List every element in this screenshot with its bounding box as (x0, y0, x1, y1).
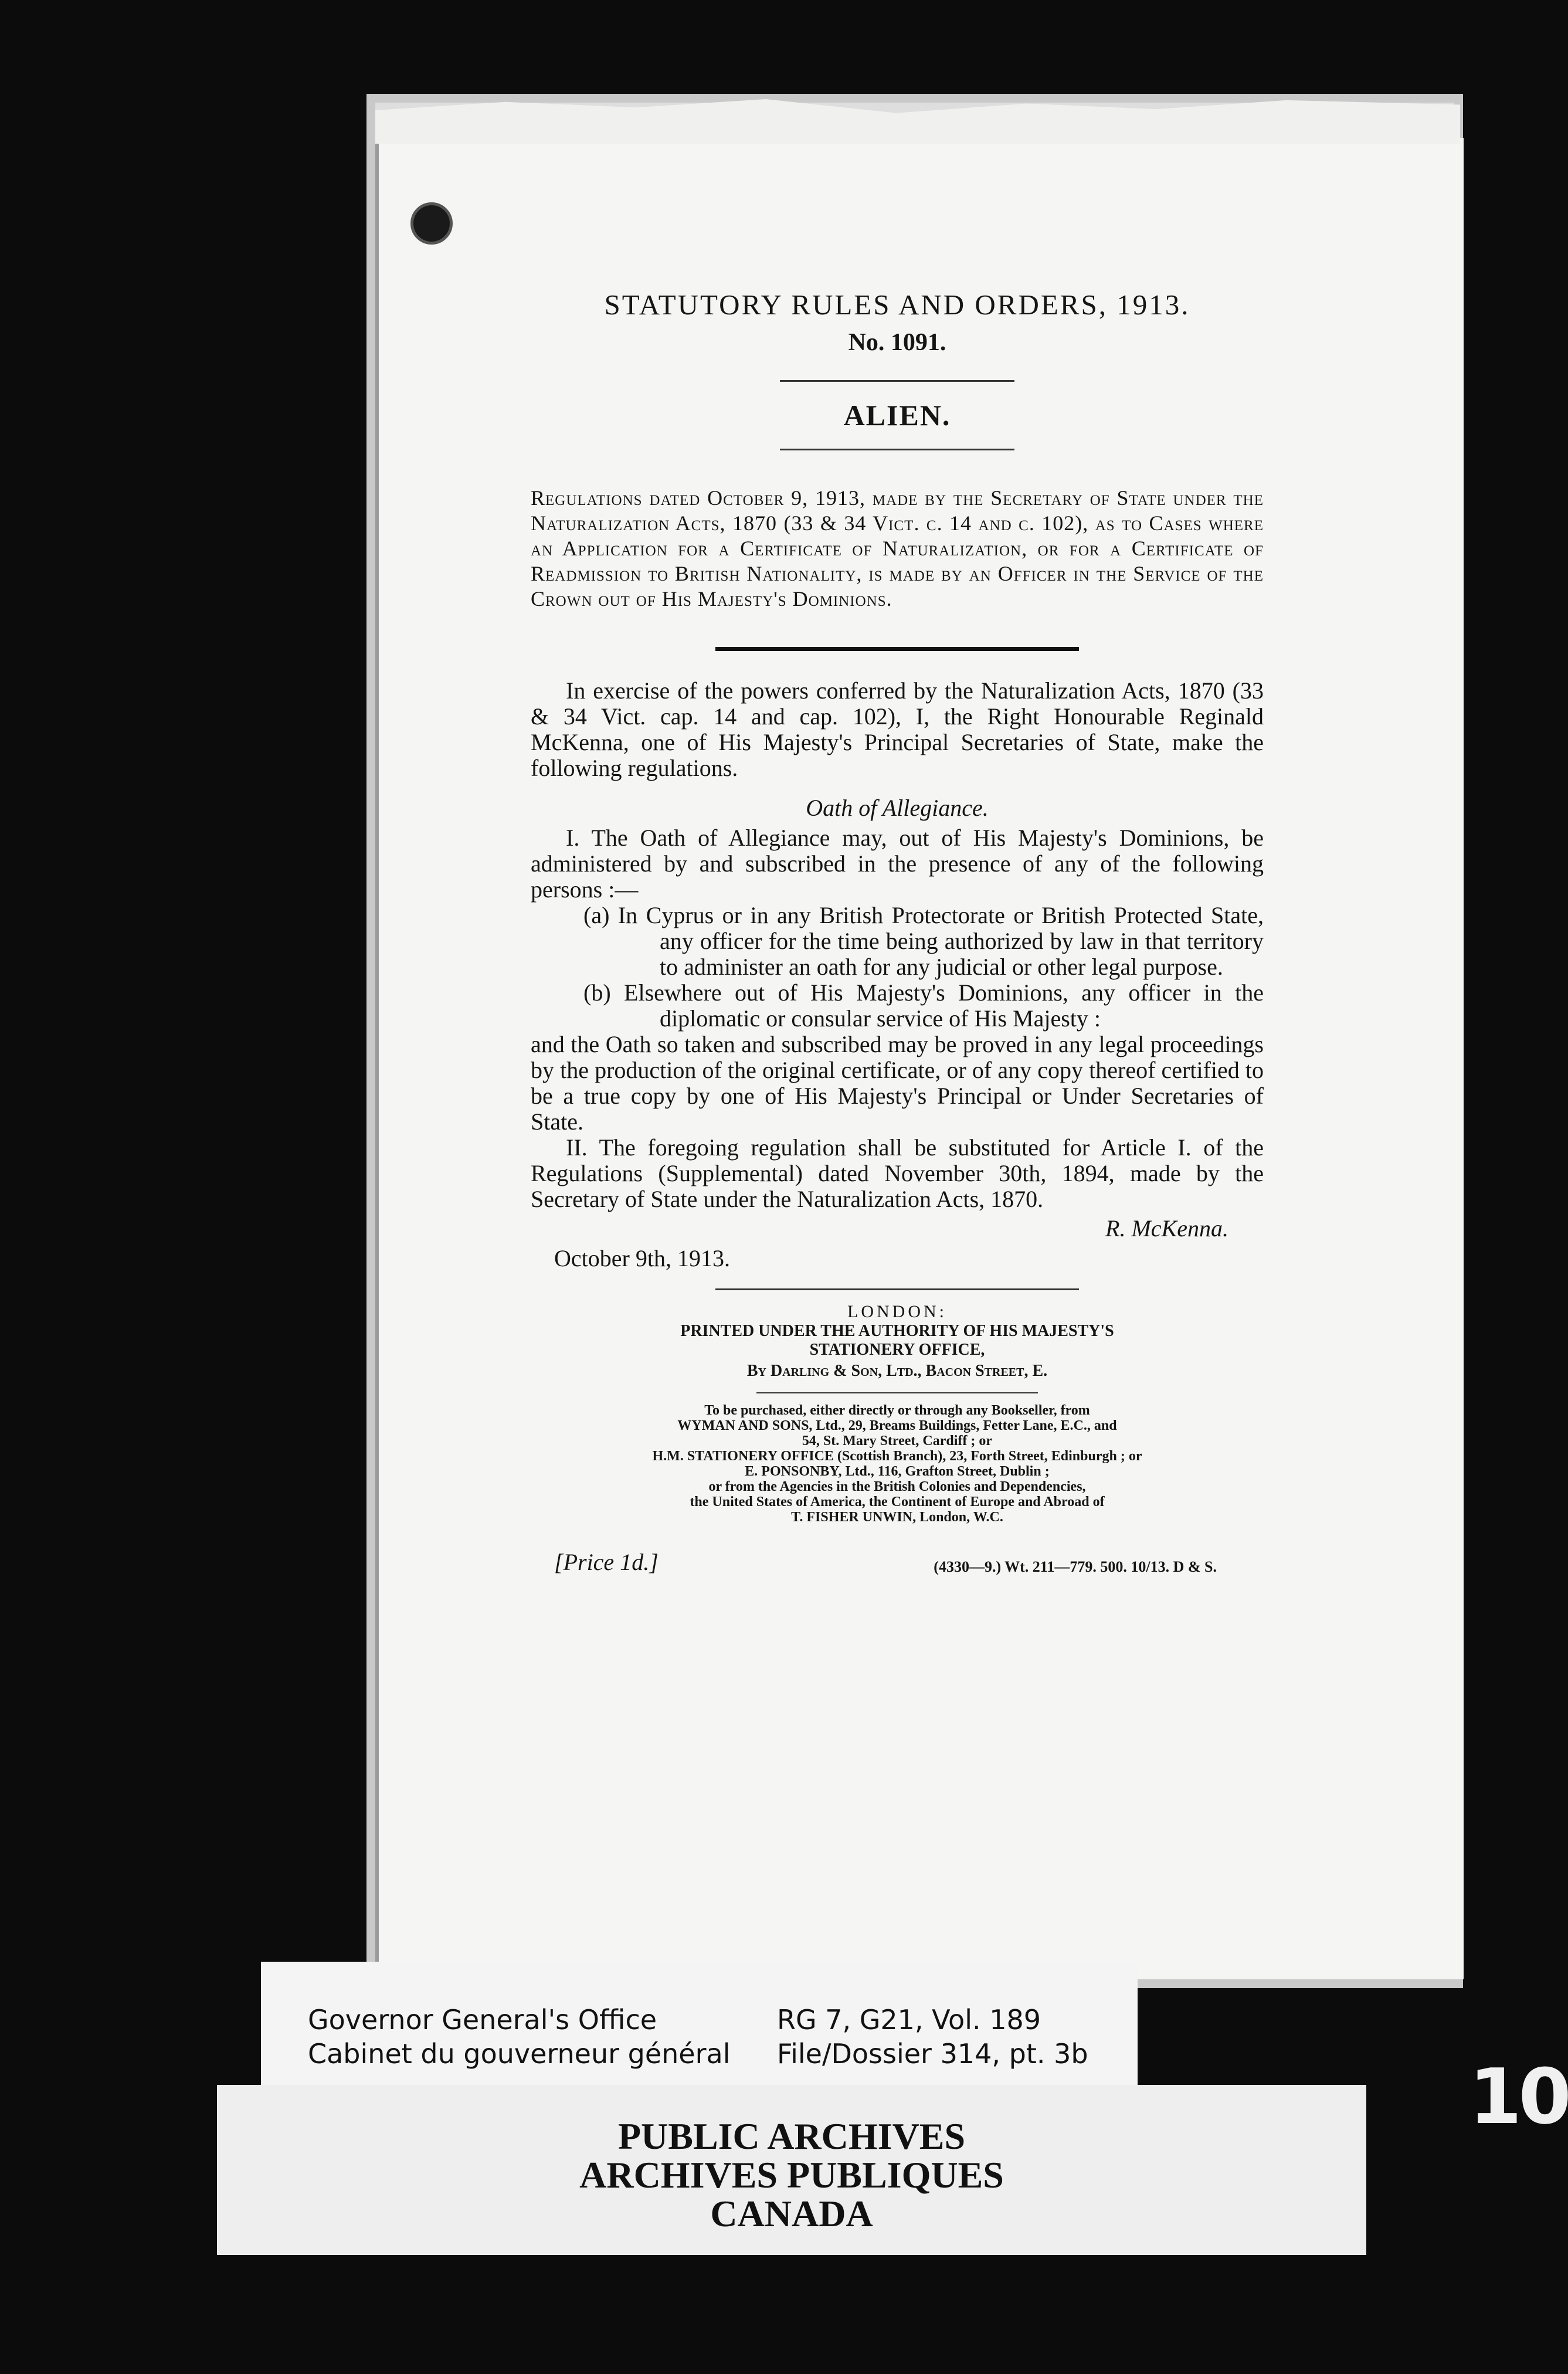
document-date: October 9th, 1913. (554, 1245, 730, 1271)
purchase-line: H.M. STATIONERY OFFICE (Scottish Branch), 23, Forth Street, Edinburgh ; or (652, 1449, 1142, 1464)
file-number: File/Dossier 314, pt. 3b (777, 2038, 1088, 2070)
archives-stamp (217, 2085, 1366, 2255)
punch-hole (410, 202, 453, 245)
archives-line: CANADA (710, 2193, 873, 2234)
divider (715, 1288, 1079, 1290)
signature: R. McKenna. (1105, 1215, 1228, 1242)
archives-line: ARCHIVES PUBLIQUES (579, 2154, 1004, 2196)
document-title: STATUTORY RULES AND ORDERS, 1913. (604, 289, 1190, 321)
purchase-line: the United States of America, the Continent of Europe and Abroad of (690, 1494, 1105, 1510)
document-content (531, 287, 1264, 1576)
publisher-line: PRINTED UNDER THE AUTHORITY OF HIS MAJESTY'S (680, 1322, 1114, 1340)
publisher-line: STATIONERY OFFICE, (809, 1341, 985, 1359)
purchase-info (531, 1403, 1264, 1525)
divider (756, 1392, 1038, 1393)
publisher-city: LONDON: (847, 1302, 947, 1321)
office-english: Governor General's Office (308, 2004, 657, 2036)
footer-line (531, 1548, 1264, 1576)
office-french: Cabinet du gouverneur général (308, 2038, 731, 2070)
clause-1-continuation: and the Oath so taken and subscribed may be proved in any legal proceedings by the production of the original certificate, or of any copy thereof certified to be a true copy by one of His Majesty's Principal or Under Secretaries of State. (531, 1031, 1264, 1135)
purchase-line: 54, St. Mary Street, Cardiff ; or (802, 1433, 993, 1449)
divider (780, 380, 1014, 382)
price: [Price 1d.] (554, 1549, 659, 1575)
purchase-line: To be purchased, either directly or through any Bookseller, from (704, 1403, 1090, 1418)
reference-column (777, 2003, 1088, 2071)
office-column (308, 2003, 730, 2071)
clause-2: II. The foregoing regulation shall be substituted for Article I. of the Regulations (Supplemental) dated November 30th, 1894, made by the Secretary of State under the Naturalization Acts, 1870. (531, 1134, 1264, 1212)
purchase-line: T. FISHER UNWIN, London, W.C. (791, 1510, 1003, 1525)
frame-number: 10 (1469, 2052, 1568, 2141)
thick-divider (715, 647, 1079, 651)
record-group: RG 7, G21, Vol. 189 (777, 2004, 1041, 2036)
print-code: (4330—9.) Wt. 211—779. 500. 10/13. D & S. (934, 1558, 1217, 1575)
clause-item-b: (b) Elsewhere out of His Majesty's Dominions, any officer in the diplomatic or consular service of His Majesty : (583, 979, 1264, 1032)
publisher-block (531, 1302, 1264, 1383)
publisher-line: By Darling & Son, Ltd., Bacon Street, E. (746, 1362, 1048, 1380)
intro-paragraph: In exercise of the powers conferred by the Naturalization Acts, 1870 (33 & 34 Vict. cap. 14 and cap. 102), I, the Right Honourable Reginald McKenna, one of His Majesty's Principal Secretaries of State, make the following regulations. (531, 677, 1264, 781)
clause-1: I. The Oath of Allegiance may, out of His Majesty's Dominions, be administered by and subscribed in the presence of any of the following persons :— (531, 825, 1264, 903)
purchase-line: WYMAN AND SONS, Ltd., 29, Breams Buildings, Fetter Lane, E.C., and (677, 1418, 1117, 1433)
document-heading: ALIEN. (843, 399, 951, 432)
archive-reference-card (261, 1962, 1138, 2102)
preamble: Regulations dated October 9, 1913, made by the Secretary of State under the Naturalization Acts, 1870 (33 & 34 Vict. c. 14 and c. 102), as to Cases where an Application for a Certificate of Naturalization, or for a Certificate of Readmission to British Nationality, is made by an Officer in the Service of the Crown out of His Majesty's Dominions. (531, 486, 1264, 611)
archives-line: PUBLIC ARCHIVES (617, 2115, 966, 2157)
purchase-line: E. PONSONBY, Ltd., 116, Grafton Street, Dublin ; (745, 1464, 1050, 1479)
section-heading: Oath of Allegiance. (806, 795, 989, 821)
document-number: No. 1091. (848, 329, 946, 356)
clause-item-a: (a) In Cyprus or in any British Protectorate or British Protected State, any officer for the time being authorized by law in that territory to administer an oath for any judicial or other legal purpose. (583, 902, 1264, 980)
divider (780, 449, 1014, 450)
purchase-line: or from the Agencies in the British Colonies and Dependencies, (708, 1479, 1086, 1494)
